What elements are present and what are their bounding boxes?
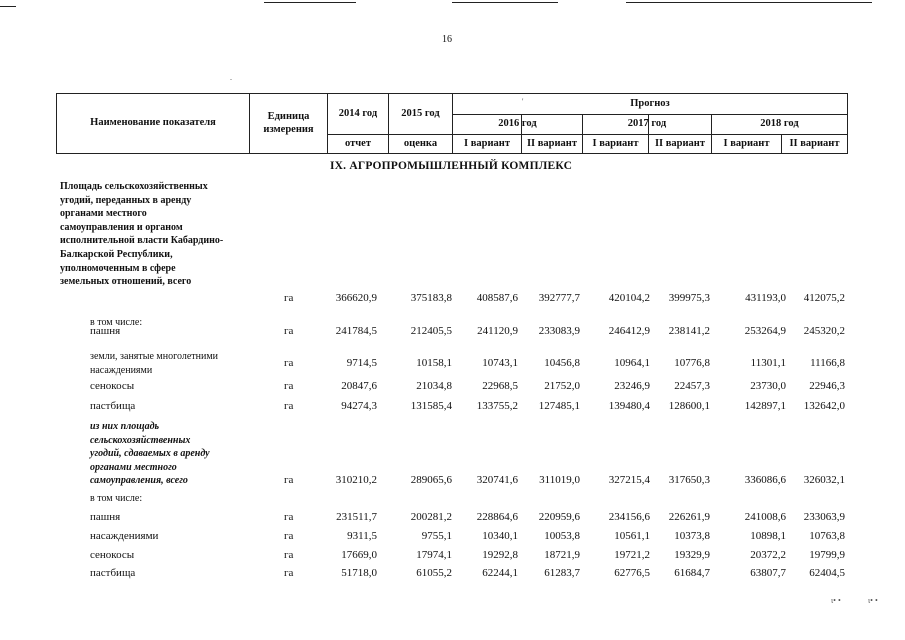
top-rule-3	[452, 2, 558, 3]
cell-value: 10964,1	[614, 357, 650, 369]
table-row	[0, 567, 905, 581]
col-2015-estimate: оценка	[403, 137, 438, 149]
cell-value: 61283,7	[544, 567, 580, 579]
row-unit: га	[284, 511, 294, 523]
col-unit: Единица измерения	[263, 111, 314, 135]
cell-value: 20372,2	[750, 549, 786, 561]
cell-value: 131585,4	[410, 400, 452, 412]
cell-value: 10743,1	[482, 357, 518, 369]
cell-value: 238141,2	[668, 325, 710, 337]
cell-value: 241784,5	[335, 325, 377, 337]
cell-value: 200281,2	[410, 511, 452, 523]
cell-value: 21752,0	[544, 380, 580, 392]
row-label: сенокосы	[90, 380, 135, 392]
cell-value: 392777,7	[538, 292, 580, 304]
top-rule-2	[264, 2, 356, 3]
table-row	[0, 530, 905, 544]
cell-value: 234156,6	[608, 511, 650, 523]
cell-value: 231511,7	[336, 511, 377, 523]
table-row	[0, 549, 905, 563]
cell-value: 62404,5	[809, 567, 845, 579]
cell-value: 420104,2	[608, 292, 650, 304]
cell-value: 246412,9	[608, 325, 650, 337]
cell-value: 9755,1	[421, 530, 452, 542]
row-unit: га	[284, 292, 294, 304]
cell-value: 133755,2	[476, 400, 518, 412]
cell-value: 22457,3	[674, 380, 710, 392]
cell-value: 408587,6	[476, 292, 518, 304]
table-row	[0, 400, 905, 414]
label-subleased-total: из них площадь сельскохозяйственных угодий, сдаваемых в аренду органами местного самоуправления, всего	[90, 421, 210, 487]
top-rule-1	[0, 6, 16, 7]
cell-value: 326032,1	[803, 474, 845, 486]
cell-value: 20847,6	[341, 380, 377, 392]
col-2017: 2017 год	[627, 118, 667, 130]
row-label: пастбища	[90, 567, 136, 579]
cell-value: 128600,1	[668, 400, 710, 412]
cell-value: 336086,6	[744, 474, 786, 486]
col-2018-v1: I вариант	[723, 137, 770, 149]
row-label: сенокосы	[90, 549, 135, 561]
cell-value: 10776,8	[674, 357, 710, 369]
col-2018-v2: II вариант	[789, 137, 840, 149]
cell-value: 10456,8	[544, 357, 580, 369]
cell-value: 19721,2	[614, 549, 650, 561]
cell-value: 23730,0	[750, 380, 786, 392]
row-unit: га	[284, 357, 294, 369]
section-title: IX. АГРОПРОМЫШЛЕННЫЙ КОМПЛЕКС	[330, 160, 573, 172]
label-perennial-line1: земли, занятые многолетними	[90, 351, 219, 362]
table-row	[0, 474, 905, 488]
cell-value: 61684,7	[674, 567, 710, 579]
cell-value: 19799,9	[809, 549, 845, 561]
cell-value: 17669,0	[341, 549, 377, 561]
cell-value: 10561,1	[614, 530, 650, 542]
cell-value: 94274,3	[341, 400, 377, 412]
cell-value: 23246,9	[614, 380, 650, 392]
cell-value: 245320,2	[803, 325, 845, 337]
cell-value: 241008,6	[744, 511, 786, 523]
cell-value: 21034,8	[416, 380, 452, 392]
col-2016-v2: II вариант	[526, 137, 578, 149]
table-header	[56, 93, 848, 154]
cell-value: 22968,5	[482, 380, 518, 392]
cell-value: 22946,3	[809, 380, 845, 392]
cell-value: 233063,9	[803, 511, 845, 523]
cell-value: 212405,5	[410, 325, 452, 337]
cell-value: 289065,6	[410, 474, 452, 486]
cell-value: 9311,5	[347, 530, 377, 542]
col-2016-v1: I вариант	[464, 137, 510, 149]
label-main-total: Площадь сельскохозяйственных угодий, переданных в аренду органами местного самоуправления и органом исполнительной власти Кабардино- Балкарской Республики, уполномоченным в сфере земельных отношений, всего	[60, 181, 224, 288]
row-label: пашня	[90, 325, 121, 337]
cell-value: 10898,1	[750, 530, 786, 542]
col-2014: 2014 год	[338, 107, 378, 119]
row-unit: га	[284, 400, 294, 412]
table-row	[0, 325, 905, 339]
cell-value: 17974,1	[416, 549, 452, 561]
table-row	[0, 357, 905, 371]
cell-value: 366620,9	[335, 292, 377, 304]
table-row	[0, 380, 905, 394]
cell-value: 18721,9	[544, 549, 580, 561]
scan-speck: .	[230, 73, 232, 82]
cell-value: 11166,8	[810, 357, 845, 369]
cell-value: 327215,4	[608, 474, 650, 486]
cell-value: 233083,9	[538, 325, 580, 337]
col-2017-v2: II вариант	[654, 137, 706, 149]
label-including-1: в том числе:	[90, 317, 143, 328]
scan-speck: ι• •	[868, 596, 878, 605]
row-label: пастбища	[90, 400, 136, 412]
cell-value: 127485,1	[538, 400, 580, 412]
table-row	[0, 292, 905, 306]
cell-value: 10053,8	[544, 530, 580, 542]
cell-value: 311019,0	[539, 474, 580, 486]
table-row	[0, 511, 905, 525]
cell-value: 19329,9	[674, 549, 710, 561]
cell-value: 226261,9	[668, 511, 710, 523]
cell-value: 11301,1	[750, 357, 786, 369]
cell-value: 375183,8	[410, 292, 452, 304]
cell-value: 320741,6	[476, 474, 518, 486]
row-unit: га	[284, 380, 294, 392]
cell-value: 63807,7	[750, 567, 786, 579]
row-unit: га	[284, 325, 294, 337]
row-unit: га	[284, 530, 294, 542]
row-unit: га	[284, 474, 294, 486]
cell-value: 310210,2	[335, 474, 377, 486]
cell-value: 10373,8	[674, 530, 710, 542]
cell-value: 253264,9	[744, 325, 786, 337]
col-2014-report: отчет	[344, 137, 371, 149]
row-unit: га	[284, 549, 294, 561]
cell-value: 431193,0	[745, 292, 786, 304]
cell-value: 51718,0	[341, 567, 377, 579]
cell-value: 241120,9	[477, 325, 518, 337]
cell-value: 317650,3	[668, 474, 710, 486]
col-forecast: Прогноз	[630, 97, 670, 109]
cell-value: 142897,1	[744, 400, 786, 412]
scan-speck: ι• •	[831, 596, 841, 605]
scan-speck: '	[522, 97, 524, 106]
cell-value: 132642,0	[803, 400, 845, 412]
cell-value: 220959,6	[538, 511, 580, 523]
cell-value: 10763,8	[809, 530, 845, 542]
label-perennial-line2: насаждениями	[90, 365, 153, 376]
cell-value: 19292,8	[482, 549, 518, 561]
label-including-2: в том числе:	[90, 493, 143, 504]
cell-value: 62244,1	[482, 567, 518, 579]
row-label: насаждениями	[90, 530, 159, 542]
cell-value: 10158,1	[416, 357, 452, 369]
cell-value: 10340,1	[482, 530, 518, 542]
cell-value: 412075,2	[803, 292, 845, 304]
col-indicator-name: Наименование показателя	[90, 117, 216, 129]
row-unit: га	[284, 567, 294, 579]
row-label: пашня	[90, 511, 121, 523]
cell-value: 9714,5	[346, 357, 377, 369]
page-number: 16	[442, 34, 452, 45]
top-rule-4	[626, 2, 872, 3]
cell-value: 139480,4	[608, 400, 650, 412]
col-2015: 2015 год	[401, 107, 440, 119]
cell-value: 62776,5	[614, 567, 650, 579]
cell-value: 399975,3	[668, 292, 710, 304]
cell-value: 228864,6	[476, 511, 518, 523]
cell-value: 61055,2	[416, 567, 452, 579]
col-2018: 2018 год	[760, 118, 799, 130]
col-2017-v1: I вариант	[592, 137, 639, 149]
col-2016: 2016 год	[498, 118, 537, 130]
